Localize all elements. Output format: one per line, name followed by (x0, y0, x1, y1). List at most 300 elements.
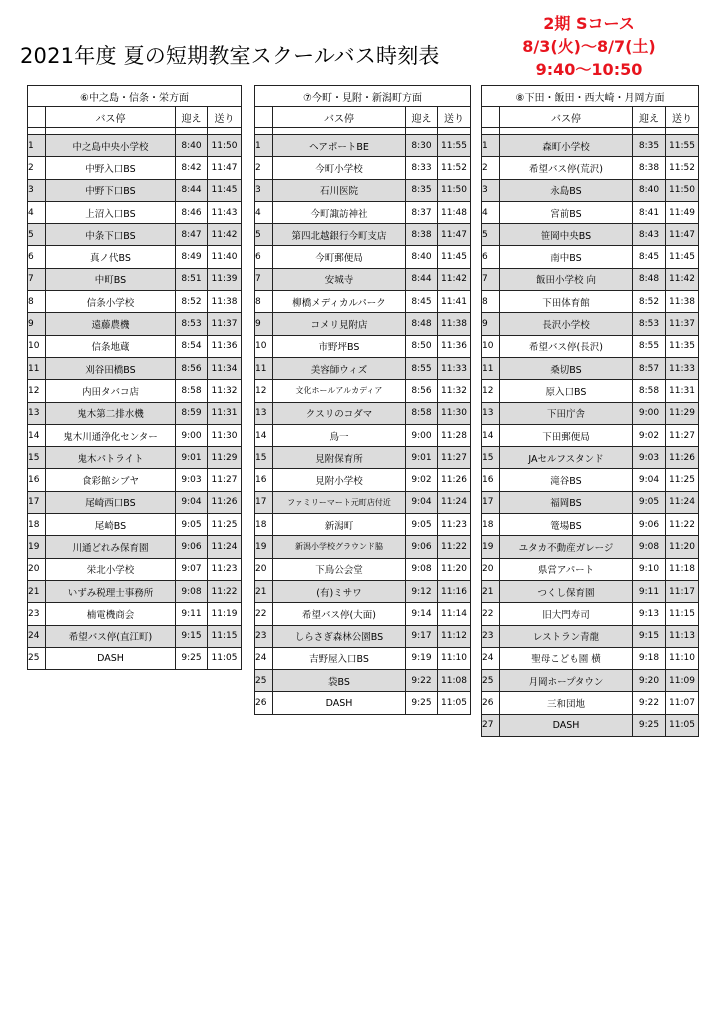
pickup-time: 8:44 (406, 268, 438, 290)
stop-number: 4 (28, 201, 46, 223)
table-row (28, 491, 242, 513)
dropoff-time: 11:09 (666, 670, 699, 692)
dropoff-time: 11:22 (666, 514, 699, 536)
stop-number: 4 (255, 201, 273, 223)
stop-name: 第四北越銀行今町支店 (273, 224, 406, 246)
stop-number: 14 (255, 424, 273, 446)
dropoff-time: 11:23 (208, 558, 242, 580)
table-row (482, 536, 699, 558)
pickup-time: 8:55 (633, 335, 666, 357)
stop-name: 今町郵便局 (273, 246, 406, 268)
stop-number: 13 (255, 402, 273, 424)
stop-number: 15 (28, 447, 46, 469)
table-row (482, 157, 699, 179)
dropoff-time: 11:22 (208, 580, 242, 602)
stop-number: 21 (255, 580, 273, 602)
dropoff-time: 11:20 (438, 558, 471, 580)
pickup-time: 9:25 (176, 647, 208, 669)
stop-name: 鬼木パトライト (46, 447, 176, 469)
stop-number: 16 (482, 469, 500, 491)
table-row (28, 357, 242, 379)
dropoff-time: 11:48 (438, 201, 471, 223)
pickup-time: 8:35 (633, 135, 666, 157)
stop-number: 23 (255, 625, 273, 647)
dropoff-time: 11:45 (666, 246, 699, 268)
table-row (28, 514, 242, 536)
pickup-time: 9:10 (633, 558, 666, 580)
stop-name: 楠電機商会 (46, 603, 176, 625)
stop-name: 刈谷田橋BS (46, 357, 176, 379)
route-table-6 (27, 85, 242, 670)
stop-number: 17 (28, 491, 46, 513)
stop-number: 22 (255, 603, 273, 625)
dropoff-time: 11:23 (438, 514, 471, 536)
stop-number: 17 (255, 491, 273, 513)
stop-name: JAセルフスタンド (500, 447, 633, 469)
stop-name: 下田郵便局 (500, 424, 633, 446)
dropoff-time: 11:15 (208, 625, 242, 647)
table-row (255, 179, 471, 201)
dropoff-time: 11:52 (666, 157, 699, 179)
table-row (482, 357, 699, 379)
stop-number: 15 (255, 447, 273, 469)
pickup-time: 9:05 (633, 491, 666, 513)
dropoff-time: 11:26 (208, 491, 242, 513)
dropoff-time: 11:12 (438, 625, 471, 647)
table-row (28, 313, 242, 335)
stop-name: 石川医院 (273, 179, 406, 201)
stop-number: 18 (255, 514, 273, 536)
stop-name: 月岡ホープタウン (500, 670, 633, 692)
stop-name: 県営アパート (500, 558, 633, 580)
stop-name: 中野下口BS (46, 179, 176, 201)
pickup-time: 9:01 (176, 447, 208, 469)
table-row (28, 647, 242, 669)
stop-number: 19 (255, 536, 273, 558)
route-title: ⑥中之島・信条・栄方面 (28, 86, 242, 107)
table-row (482, 224, 699, 246)
stop-name: 聖母こども園 横 (500, 647, 633, 669)
stop-name: 滝谷BS (500, 469, 633, 491)
table-row (482, 380, 699, 402)
stop-number: 1 (28, 135, 46, 157)
pickup-time: 9:19 (406, 647, 438, 669)
dropoff-time: 11:19 (208, 603, 242, 625)
dropoff-time: 11:55 (438, 135, 471, 157)
pickup-time: 9:02 (406, 469, 438, 491)
table-row (255, 135, 471, 157)
table-row (255, 201, 471, 223)
pickup-time: 8:43 (633, 224, 666, 246)
table-row (482, 692, 699, 714)
col-no-header (482, 107, 500, 128)
dropoff-time: 11:27 (666, 424, 699, 446)
stop-name: 信条小学校 (46, 291, 176, 313)
stop-number: 1 (482, 135, 500, 157)
stop-number: 4 (482, 201, 500, 223)
stop-name: クスリのコダマ (273, 402, 406, 424)
dropoff-time: 11:43 (208, 201, 242, 223)
course-name: 2期 Sコース (543, 14, 635, 33)
stop-name: ファミリーマート元町店付近 (273, 491, 406, 513)
stop-number: 18 (482, 514, 500, 536)
dropoff-time: 11:05 (666, 714, 699, 736)
table-row (482, 580, 699, 602)
stop-number: 24 (482, 647, 500, 669)
course-info (504, 12, 674, 81)
table-row (28, 424, 242, 446)
pickup-time: 8:30 (406, 135, 438, 157)
table-row (482, 291, 699, 313)
pickup-time: 8:45 (406, 291, 438, 313)
dropoff-time: 11:40 (208, 246, 242, 268)
stop-number: 3 (28, 179, 46, 201)
dropoff-time: 11:16 (438, 580, 471, 602)
route-table-8 (481, 85, 699, 737)
stop-number: 20 (255, 558, 273, 580)
table-row (482, 313, 699, 335)
table-row (482, 424, 699, 446)
stop-number: 10 (255, 335, 273, 357)
table-row (482, 447, 699, 469)
stop-number: 6 (28, 246, 46, 268)
stop-number: 25 (482, 670, 500, 692)
pickup-time: 8:59 (176, 402, 208, 424)
stop-number: 8 (255, 291, 273, 313)
dropoff-time: 11:24 (666, 491, 699, 513)
stop-number: 5 (482, 224, 500, 246)
pickup-time: 8:52 (176, 291, 208, 313)
stop-name: 永島BS (500, 179, 633, 201)
stop-number: 9 (255, 313, 273, 335)
pickup-time: 8:40 (406, 246, 438, 268)
table-row (255, 157, 471, 179)
table-row (482, 469, 699, 491)
dropoff-time: 11:22 (438, 536, 471, 558)
pickup-time: 8:53 (176, 313, 208, 335)
table-row (28, 536, 242, 558)
stop-name: 新潟小学校グラウンド脇 (273, 536, 406, 558)
pickup-time: 8:56 (176, 357, 208, 379)
dropoff-time: 11:32 (438, 380, 471, 402)
dropoff-time: 11:08 (438, 670, 471, 692)
table-row (482, 135, 699, 157)
pickup-time: 9:00 (633, 402, 666, 424)
dropoff-time: 11:30 (208, 424, 242, 446)
stop-name: 見附保育所 (273, 447, 406, 469)
pickup-time: 9:04 (633, 469, 666, 491)
stop-name: コメリ見附店 (273, 313, 406, 335)
stop-number: 26 (255, 692, 273, 714)
table-row (255, 402, 471, 424)
table-row (482, 558, 699, 580)
dropoff-time: 11:42 (438, 268, 471, 290)
pickup-time: 9:05 (176, 514, 208, 536)
pickup-time: 9:22 (406, 670, 438, 692)
stop-number: 12 (482, 380, 500, 402)
dropoff-time: 11:50 (666, 179, 699, 201)
stop-name: 食彩館シブヤ (46, 469, 176, 491)
pickup-time: 8:57 (633, 357, 666, 379)
dropoff-time: 11:50 (438, 179, 471, 201)
table-row (482, 491, 699, 513)
pickup-time: 8:38 (633, 157, 666, 179)
stop-name: 今町小学校 (273, 157, 406, 179)
stop-number: 7 (28, 268, 46, 290)
pickup-time: 8:41 (633, 201, 666, 223)
table-row (28, 246, 242, 268)
pickup-time: 8:55 (406, 357, 438, 379)
stop-number: 1 (255, 135, 273, 157)
stop-name: しらさぎ森林公園BS (273, 625, 406, 647)
dropoff-time: 11:05 (438, 692, 471, 714)
pickup-time: 9:18 (633, 647, 666, 669)
dropoff-time: 11:10 (438, 647, 471, 669)
dropoff-time: 11:25 (666, 469, 699, 491)
stop-number: 2 (255, 157, 273, 179)
dropoff-time: 11:50 (208, 135, 242, 157)
dropoff-time: 11:38 (666, 291, 699, 313)
dropoff-time: 11:27 (438, 447, 471, 469)
table-row (482, 514, 699, 536)
stop-name: ユタカ不動産ガレージ (500, 536, 633, 558)
col-pickup-header: 迎え (406, 107, 438, 128)
course-time: 9:40～10:50 (535, 60, 643, 79)
table-row (28, 224, 242, 246)
col-dropoff-header: 送り (208, 107, 242, 128)
pickup-time: 8:58 (406, 402, 438, 424)
pickup-time: 9:06 (406, 536, 438, 558)
pickup-time: 8:48 (406, 313, 438, 335)
pickup-time: 8:38 (406, 224, 438, 246)
stop-name: 桑切BS (500, 357, 633, 379)
pickup-time: 8:56 (406, 380, 438, 402)
stop-name: 希望バス停(大面) (273, 603, 406, 625)
pickup-time: 8:54 (176, 335, 208, 357)
stop-name: 栄北小学校 (46, 558, 176, 580)
stop-number: 26 (482, 692, 500, 714)
dropoff-time: 11:24 (438, 491, 471, 513)
stop-number: 13 (28, 402, 46, 424)
pickup-time: 8:42 (176, 157, 208, 179)
stop-name: 希望バス停(直江町) (46, 625, 176, 647)
pickup-time: 9:25 (633, 714, 666, 736)
stop-name: 鳥一 (273, 424, 406, 446)
page-title: 2021年度 夏の短期教室スクールバス時刻表 (20, 44, 440, 68)
stop-number: 21 (482, 580, 500, 602)
route-title: ⑧下田・飯田・西大崎・月岡方面 (482, 86, 699, 107)
stop-name: 袋BS (273, 670, 406, 692)
pickup-time: 9:00 (406, 424, 438, 446)
dropoff-time: 11:27 (208, 469, 242, 491)
table-row (255, 313, 471, 335)
pickup-time: 8:40 (633, 179, 666, 201)
stop-name: つくし保育園 (500, 580, 633, 602)
stop-number: 25 (255, 670, 273, 692)
table-row (28, 201, 242, 223)
pickup-time: 9:07 (176, 558, 208, 580)
table-row (482, 402, 699, 424)
stop-name: DASH (46, 647, 176, 669)
stop-name: 下田庁舎 (500, 402, 633, 424)
stop-name: 中之島中央小学校 (46, 135, 176, 157)
stop-name: 南中BS (500, 246, 633, 268)
dropoff-time: 11:38 (438, 313, 471, 335)
stop-number: 20 (482, 558, 500, 580)
dropoff-time: 11:39 (208, 268, 242, 290)
stop-number: 24 (255, 647, 273, 669)
pickup-time: 9:06 (176, 536, 208, 558)
stop-number: 9 (482, 313, 500, 335)
stop-number: 11 (28, 357, 46, 379)
table-row (28, 380, 242, 402)
dropoff-time: 11:13 (666, 625, 699, 647)
pickup-time: 9:15 (176, 625, 208, 647)
pickup-time: 8:58 (633, 380, 666, 402)
table-row (28, 291, 242, 313)
col-pickup-header: 迎え (633, 107, 666, 128)
pickup-time: 9:02 (633, 424, 666, 446)
table-row (255, 357, 471, 379)
stop-number: 3 (255, 179, 273, 201)
table-row (255, 603, 471, 625)
table-row (255, 670, 471, 692)
dropoff-time: 11:34 (208, 357, 242, 379)
table-row (255, 625, 471, 647)
stop-name: DASH (500, 714, 633, 736)
dropoff-time: 11:26 (666, 447, 699, 469)
dropoff-time: 11:17 (666, 580, 699, 602)
dropoff-time: 11:52 (438, 157, 471, 179)
stop-number: 9 (28, 313, 46, 335)
dropoff-time: 11:38 (208, 291, 242, 313)
stop-number: 25 (28, 647, 46, 669)
stop-name: 篭場BS (500, 514, 633, 536)
stop-number: 24 (28, 625, 46, 647)
pickup-time: 9:06 (633, 514, 666, 536)
table-row (28, 179, 242, 201)
stop-number: 12 (255, 380, 273, 402)
pickup-time: 9:03 (633, 447, 666, 469)
pickup-time: 8:46 (176, 201, 208, 223)
stop-number: 10 (28, 335, 46, 357)
stop-name: 尾崎西口BS (46, 491, 176, 513)
route-table-7 (254, 85, 471, 715)
dropoff-time: 11:15 (666, 603, 699, 625)
dropoff-time: 11:31 (208, 402, 242, 424)
stop-name: 鬼木川通浄化センター (46, 424, 176, 446)
pickup-time: 9:14 (406, 603, 438, 625)
pickup-time: 9:08 (176, 580, 208, 602)
pickup-time: 9:17 (406, 625, 438, 647)
dropoff-time: 11:49 (666, 201, 699, 223)
pickup-time: 8:51 (176, 268, 208, 290)
stop-number: 7 (482, 268, 500, 290)
dropoff-time: 11:36 (208, 335, 242, 357)
col-no-header (255, 107, 273, 128)
stop-number: 16 (28, 469, 46, 491)
stop-name: 真ノ代BS (46, 246, 176, 268)
pickup-time: 9:12 (406, 580, 438, 602)
table-row (28, 625, 242, 647)
stop-number: 6 (255, 246, 273, 268)
pickup-time: 9:04 (406, 491, 438, 513)
table-row (28, 157, 242, 179)
pickup-time: 8:35 (406, 179, 438, 201)
table-row (482, 714, 699, 736)
stop-name: いずみ税理士事務所 (46, 580, 176, 602)
stop-name: 安城寺 (273, 268, 406, 290)
stop-name: 中町BS (46, 268, 176, 290)
stop-number: 22 (482, 603, 500, 625)
dropoff-time: 11:36 (438, 335, 471, 357)
col-dropoff-header: 送り (666, 107, 699, 128)
stop-number: 21 (28, 580, 46, 602)
stop-number: 8 (28, 291, 46, 313)
dropoff-time: 11:32 (208, 380, 242, 402)
table-row (28, 135, 242, 157)
stop-number: 5 (255, 224, 273, 246)
dropoff-time: 11:55 (666, 135, 699, 157)
dropoff-time: 11:07 (666, 692, 699, 714)
col-stop-header: バス停 (46, 107, 176, 128)
pickup-time: 9:08 (406, 558, 438, 580)
stop-name: 宮前BS (500, 201, 633, 223)
pickup-time: 8:44 (176, 179, 208, 201)
table-row (482, 179, 699, 201)
dropoff-time: 11:24 (208, 536, 242, 558)
table-row (28, 402, 242, 424)
pickup-time: 8:37 (406, 201, 438, 223)
pickup-time: 9:15 (633, 625, 666, 647)
stop-name: 希望バス停(長沢) (500, 335, 633, 357)
pickup-time: 9:03 (176, 469, 208, 491)
dropoff-time: 11:20 (666, 536, 699, 558)
col-stop-header: バス停 (273, 107, 406, 128)
table-row (28, 447, 242, 469)
pickup-time: 9:00 (176, 424, 208, 446)
pickup-time: 9:11 (633, 580, 666, 602)
stop-name: 原入口BS (500, 380, 633, 402)
stop-name: DASH (273, 692, 406, 714)
table-row (255, 447, 471, 469)
course-dates: 8/3(火)～8/7(土) (522, 37, 656, 56)
dropoff-time: 11:31 (666, 380, 699, 402)
table-row (28, 603, 242, 625)
stop-number: 19 (482, 536, 500, 558)
dropoff-time: 11:30 (438, 402, 471, 424)
table-row (28, 558, 242, 580)
stop-name: 希望バス停(荒沢) (500, 157, 633, 179)
dropoff-time: 11:41 (438, 291, 471, 313)
stop-name: 柳橋メディカルパーク (273, 291, 406, 313)
pickup-time: 8:50 (406, 335, 438, 357)
table-row (255, 268, 471, 290)
dropoff-time: 11:18 (666, 558, 699, 580)
table-row (255, 558, 471, 580)
pickup-time: 8:48 (633, 268, 666, 290)
pickup-time: 9:08 (633, 536, 666, 558)
stop-number: 7 (255, 268, 273, 290)
stop-name: (有)ミサワ (273, 580, 406, 602)
stop-name: 鬼木第二排水機 (46, 402, 176, 424)
stop-number: 14 (28, 424, 46, 446)
pickup-time: 8:47 (176, 224, 208, 246)
pickup-time: 8:58 (176, 380, 208, 402)
dropoff-time: 11:42 (666, 268, 699, 290)
stop-name: 信条地蔵 (46, 335, 176, 357)
stop-name: 飯田小学校 向 (500, 268, 633, 290)
